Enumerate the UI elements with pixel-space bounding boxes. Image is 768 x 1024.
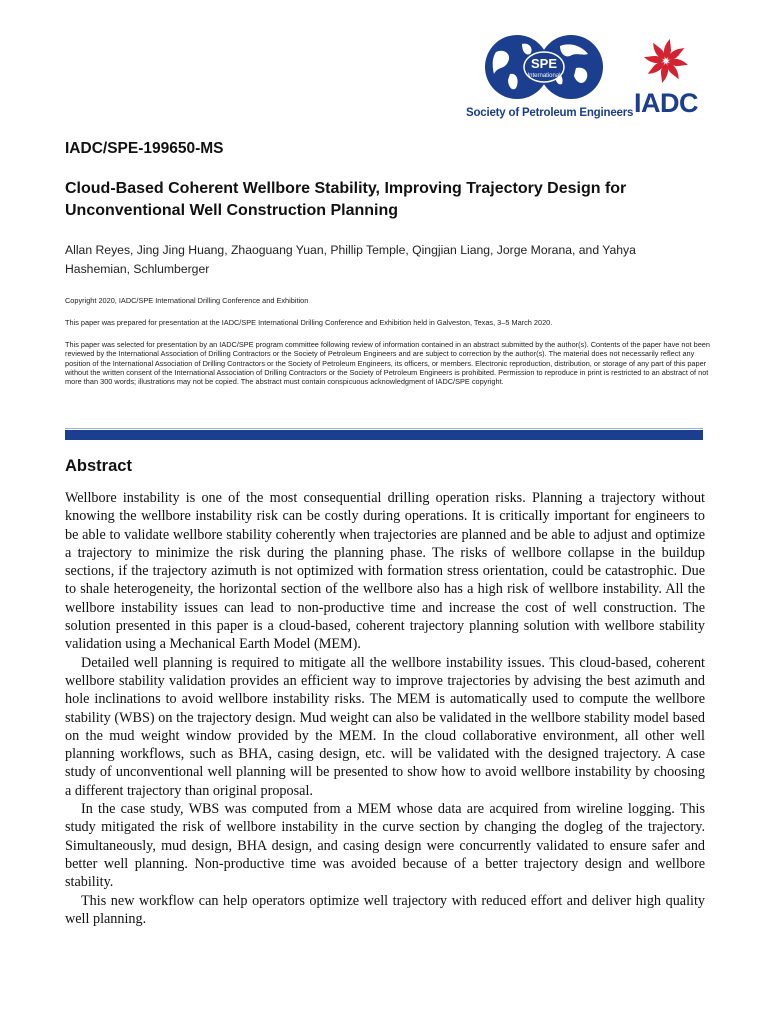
abstract-heading: Abstract <box>65 457 132 475</box>
paper-title: Cloud-Based Coherent Wellbore Stability, Improving Trajectory Design for Unconventional Well Construction Planning <box>65 180 627 219</box>
abstract-paragraph: In the case study, WBS was computed from a MEM whose data are acquired from wireline logging. This study mitigated the risk of wellbore instability in the curve section by changing the dogleg of the trajectory. Simultaneously, mud design, BHA design, and casing design were concurrently validated to ensure safer and better well planning. Non-productive time was avoided because of a better trajectory design and wellbore stability. <box>65 801 705 891</box>
spe-badge-subtext: International <box>527 73 561 79</box>
divider-line <box>65 428 703 429</box>
abstract-body <box>65 489 705 928</box>
divider-band <box>65 430 703 440</box>
spe-badge-text: SPE <box>530 56 558 71</box>
paper-id: IADC/SPE-199650-MS <box>65 140 224 157</box>
iadc-mark-icon <box>630 36 702 88</box>
presentation-note: This paper was prepared for presentation at the IADC/SPE International Drilling Conference and Exhibition held in Galveston, Texas, 3–5 March 2020. <box>65 318 553 327</box>
author-list: Allan Reyes, Jing Jing Huang, Zhaoguang Yuan, Phillip Temple, Qingjian Liang, Jorge Morana, and Yahya Hashemian, Schlumberger <box>65 243 636 276</box>
abstract-paragraph: This new workflow can help operators optimize well trajectory with reduced effort and deliver high quality well planning. <box>65 892 705 927</box>
abstract-paragraph: Detailed well planning is required to mitigate all the wellbore instability issues. This cloud-based, coherent wellbore stability validation provides an efficient way to improve trajectories by advising the best azimuth and hole inclinations to avoid wellbore instability risks. The MEM is automatically used to compute the wellbore stability (WBS) on the trajectory design. Mud weight can also be validated in the wellbore stability model based on the mud weight window provided by the MEM. In the cloud collaborative environment, all other well planning workflows, such as BHA, casing design, etc. will be validated with the designed trajectory. A case study of unconventional well planning will be presented to show how to avoid wellbore instability by choosing a different trajectory than original proposal. <box>65 654 705 799</box>
spe-caption: Society of Petroleum Engineers <box>466 107 634 119</box>
spe-logo <box>466 34 634 126</box>
copyright-notice: Copyright 2020, IADC/SPE International Drilling Conference and Exhibition <box>65 296 309 305</box>
spe-globe-icon <box>484 34 604 100</box>
iadc-logo <box>630 36 702 126</box>
selection-disclaimer: This paper was selected for presentation by an IADC/SPE program committee following review of information contained in an abstract submitted by the author(s). Contents of the paper have not been reviewed by the International Association of Drilling Contractors or the Society of Petroleum Engineers and are subject to correction by the author(s). The material does not necessarily reflect any position of the International Association of Drilling Contractors or the Society of Petroleum Engineers, its officers, or members. Electronic reproduction, distribution, or storage of any part of this paper without the written consent of the International Association of Drilling Contractors or the Society of Petroleum Engineers is prohibited. Permission to reproduce in print is restricted to an abstract of not more than 300 words; illustrations may not be copied. The abstract must contain conspicuous acknowledgment of IADC/SPE copyright. <box>65 340 710 387</box>
abstract-paragraph: Wellbore instability is one of the most consequential drilling operation risks. Planning a trajectory without knowing the wellbore instability risk can be costly during operations. It is critically important for engineers to be able to validate wellbore stability coherently when trajectories are planned and be able to adjust and optimize a trajectory to minimize the risk during the planning phase. The risks of wellbore collapse in the buildup sections, if the trajectory azimuth is not optimized with formation stress orientation, could be catastrophic. Due to shale heterogeneity, the horizontal section of the wellbore also has a high risk of wellbore instability. All the wellbore instability issues can lead to non-productive time and increase the cost of well construction. The solution presented in this paper is a cloud-based, coherent trajectory planning solution with wellbore stability validation using a Mechanical Earth Model (MEM). <box>65 490 705 653</box>
iadc-wordmark: IADC <box>634 88 698 118</box>
